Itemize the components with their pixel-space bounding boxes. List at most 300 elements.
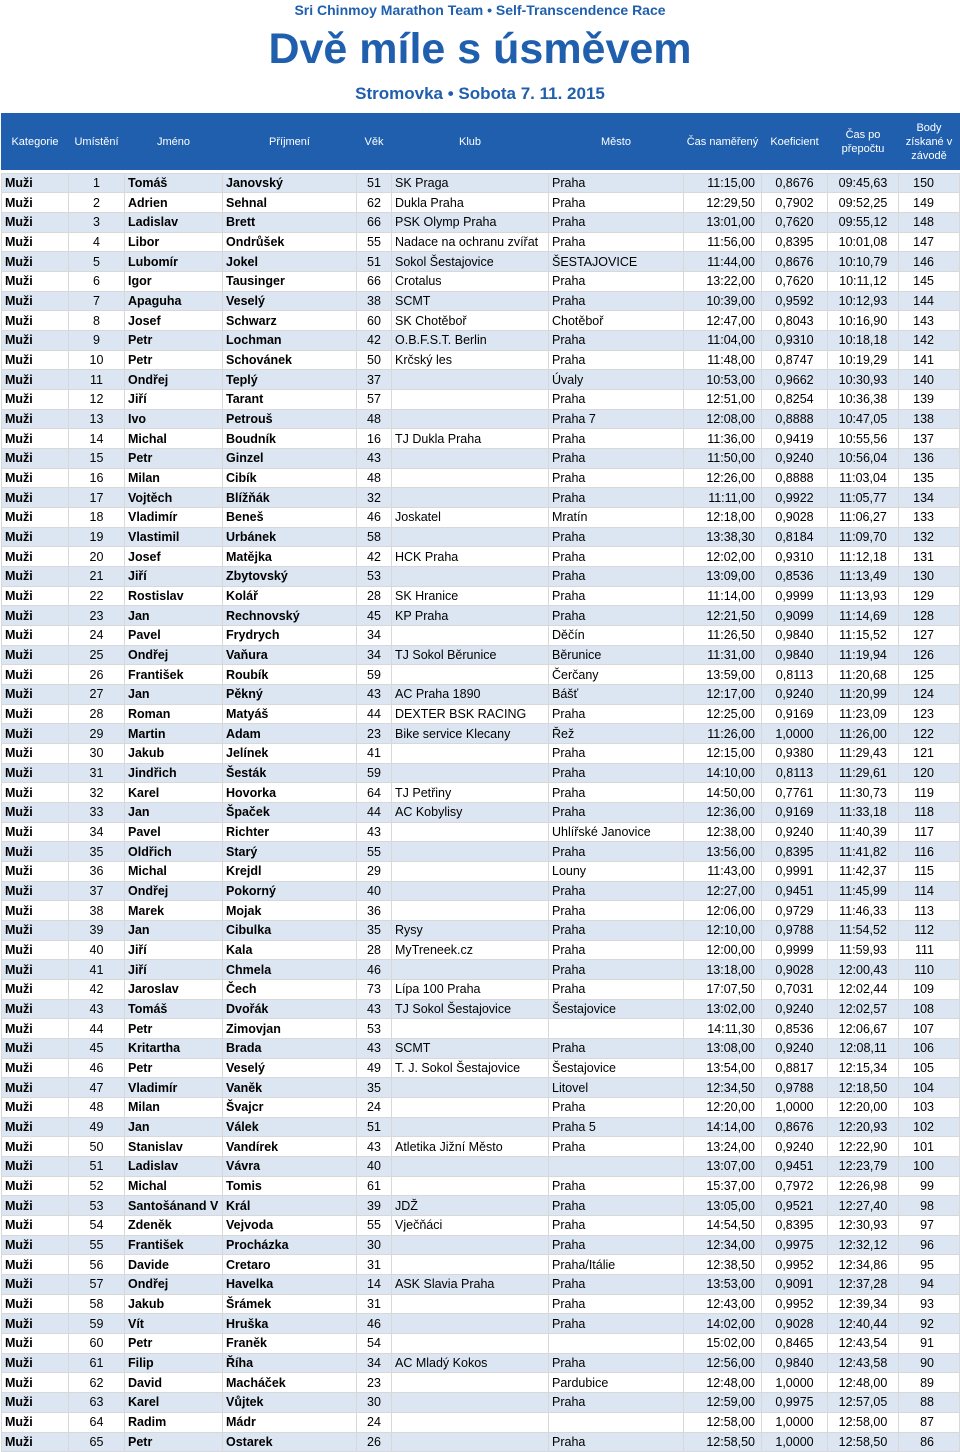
cell-cas-po-prepoctu: 12:22,90 [828, 1137, 899, 1157]
cell-cas-po-prepoctu: 10:10,79 [828, 252, 899, 272]
cell-vek: 46 [357, 1314, 392, 1334]
cell-klub: SCMT [392, 1039, 549, 1059]
cell-kategorie: Muži [2, 862, 69, 882]
cell-cas-po-prepoctu: 12:02,44 [828, 980, 899, 1000]
cell-umisteni: 58 [69, 1294, 125, 1314]
cell-umisteni: 43 [69, 999, 125, 1019]
cell-koeficient: 1,0000 [762, 724, 828, 744]
table-row [2, 724, 960, 744]
cell-umisteni: 42 [69, 980, 125, 1000]
cell-vek: 44 [357, 803, 392, 823]
table-row [2, 1294, 960, 1314]
cell-kategorie: Muži [2, 1058, 69, 1078]
cell-kategorie: Muži [2, 763, 69, 783]
cell-klub: TJ Dukla Praha [392, 429, 549, 449]
cell-cas-namereny: 12:43,00 [684, 1294, 762, 1314]
cell-cas-namereny: 10:39,00 [684, 291, 762, 311]
cell-mesto: Děčín [549, 625, 684, 645]
cell-body: 99 [899, 1176, 960, 1196]
cell-mesto: Praha [549, 783, 684, 803]
cell-jmeno: Zdeněk [125, 1216, 223, 1236]
table-row [2, 409, 960, 429]
cell-cas-namereny: 13:24,00 [684, 1137, 762, 1157]
table-row [2, 389, 960, 409]
cell-body: 111 [899, 940, 960, 960]
cell-klub [392, 763, 549, 783]
cell-body: 130 [899, 566, 960, 586]
cell-kategorie: Muži [2, 724, 69, 744]
cell-prijmeni: Vaněk [223, 1078, 357, 1098]
column-header-jmeno: Jméno [125, 113, 223, 170]
cell-jmeno: Jakub [125, 1294, 223, 1314]
cell-vek: 16 [357, 429, 392, 449]
cell-kategorie: Muži [2, 409, 69, 429]
cell-body: 138 [899, 409, 960, 429]
cell-kategorie: Muži [2, 1353, 69, 1373]
cell-prijmeni: Mádr [223, 1412, 357, 1432]
cell-jmeno: Josef [125, 547, 223, 567]
cell-jmeno: Rostislav [125, 586, 223, 606]
cell-body: 125 [899, 665, 960, 685]
cell-prijmeni: Zbytovský [223, 566, 357, 586]
cell-kategorie: Muži [2, 330, 69, 350]
cell-vek: 57 [357, 389, 392, 409]
cell-umisteni: 37 [69, 881, 125, 901]
cell-prijmeni: Ginzel [223, 448, 357, 468]
cell-koeficient: 1,0000 [762, 1098, 828, 1118]
cell-cas-po-prepoctu: 11:03,04 [828, 468, 899, 488]
cell-jmeno: Petr [125, 1334, 223, 1354]
table-row [2, 1058, 960, 1078]
cell-kategorie: Muži [2, 1039, 69, 1059]
table-row [2, 862, 960, 882]
cell-jmeno: Tomáš [125, 173, 223, 193]
cell-kategorie: Muži [2, 507, 69, 527]
cell-vek: 55 [357, 1216, 392, 1236]
cell-mesto: ŠESTAJOVICE [549, 252, 684, 272]
cell-cas-po-prepoctu: 12:20,93 [828, 1117, 899, 1137]
cell-mesto: Praha [549, 960, 684, 980]
cell-jmeno: Jakub [125, 743, 223, 763]
table-row [2, 1255, 960, 1275]
cell-kategorie: Muži [2, 921, 69, 941]
table-row [2, 291, 960, 311]
table-row [2, 763, 960, 783]
cell-body: 105 [899, 1058, 960, 1078]
cell-jmeno: Vlastimil [125, 527, 223, 547]
cell-cas-namereny: 12:58,50 [684, 1432, 762, 1452]
cell-umisteni: 5 [69, 252, 125, 272]
cell-mesto: Praha [549, 271, 684, 291]
cell-vek: 30 [357, 1235, 392, 1255]
cell-cas-namereny: 12:25,00 [684, 704, 762, 724]
cell-jmeno: Ondřej [125, 645, 223, 665]
cell-mesto: Šestajovice [549, 999, 684, 1019]
cell-kategorie: Muži [2, 1235, 69, 1255]
cell-cas-po-prepoctu: 10:18,18 [828, 330, 899, 350]
cell-mesto: Praha [549, 1039, 684, 1059]
cell-kategorie: Muži [2, 448, 69, 468]
cell-klub [392, 1117, 549, 1137]
cell-jmeno: Josef [125, 311, 223, 331]
cell-prijmeni: Schwarz [223, 311, 357, 331]
cell-koeficient: 0,8817 [762, 1058, 828, 1078]
cell-cas-namereny: 14:02,00 [684, 1314, 762, 1334]
cell-mesto: Praha [549, 1137, 684, 1157]
cell-vek: 24 [357, 1098, 392, 1118]
cell-umisteni: 65 [69, 1432, 125, 1452]
table-row [2, 1235, 960, 1255]
cell-klub [392, 527, 549, 547]
cell-prijmeni: Krejdl [223, 862, 357, 882]
cell-klub: Joskatel [392, 507, 549, 527]
cell-mesto: Louny [549, 862, 684, 882]
table-row [2, 1176, 960, 1196]
cell-jmeno: Milan [125, 468, 223, 488]
cell-klub [392, 1255, 549, 1275]
cell-jmeno: Jan [125, 1117, 223, 1137]
cell-jmeno: Davide [125, 1255, 223, 1275]
cell-kategorie: Muži [2, 1412, 69, 1432]
cell-umisteni: 39 [69, 921, 125, 941]
cell-mesto: Praha [549, 586, 684, 606]
cell-prijmeni: Hovorka [223, 783, 357, 803]
cell-cas-namereny: 12:08,00 [684, 409, 762, 429]
cell-cas-po-prepoctu: 11:40,39 [828, 822, 899, 842]
cell-klub [392, 488, 549, 508]
cell-prijmeni: Macháček [223, 1373, 357, 1393]
cell-jmeno: František [125, 1235, 223, 1255]
cell-mesto: Praha [549, 232, 684, 252]
table-row [2, 232, 960, 252]
cell-koeficient: 1,0000 [762, 1373, 828, 1393]
cell-koeficient: 0,9451 [762, 1157, 828, 1177]
cell-jmeno: Ivo [125, 409, 223, 429]
cell-jmeno: Apaguha [125, 291, 223, 311]
cell-cas-namereny: 12:59,00 [684, 1393, 762, 1413]
cell-kategorie: Muži [2, 1137, 69, 1157]
cell-cas-namereny: 10:53,00 [684, 370, 762, 390]
cell-vek: 43 [357, 1137, 392, 1157]
cell-kategorie: Muži [2, 1157, 69, 1177]
cell-mesto: Praha [549, 606, 684, 626]
cell-body: 141 [899, 350, 960, 370]
cell-mesto: Šestajovice [549, 1058, 684, 1078]
cell-koeficient: 0,9975 [762, 1235, 828, 1255]
cell-umisteni: 52 [69, 1176, 125, 1196]
cell-umisteni: 15 [69, 448, 125, 468]
cell-kategorie: Muži [2, 173, 69, 193]
cell-umisteni: 14 [69, 429, 125, 449]
cell-prijmeni: Matyáš [223, 704, 357, 724]
cell-klub [392, 625, 549, 645]
table-row [2, 881, 960, 901]
cell-koeficient: 0,9788 [762, 1078, 828, 1098]
cell-mesto: Praha [549, 1294, 684, 1314]
cell-kategorie: Muži [2, 350, 69, 370]
cell-kategorie: Muži [2, 881, 69, 901]
cell-vek: 23 [357, 724, 392, 744]
cell-body: 87 [899, 1412, 960, 1432]
cell-koeficient: 0,7972 [762, 1176, 828, 1196]
cell-koeficient: 0,8395 [762, 842, 828, 862]
cell-body: 117 [899, 822, 960, 842]
cell-cas-po-prepoctu: 12:40,44 [828, 1314, 899, 1334]
cell-cas-namereny: 13:59,00 [684, 665, 762, 685]
cell-kategorie: Muži [2, 586, 69, 606]
cell-mesto: Praha [549, 291, 684, 311]
cell-prijmeni: Král [223, 1196, 357, 1216]
cell-body: 150 [899, 173, 960, 193]
cell-prijmeni: Zimovjan [223, 1019, 357, 1039]
cell-body: 101 [899, 1137, 960, 1157]
cell-body: 120 [899, 763, 960, 783]
cell-klub: DEXTER BSK RACING [392, 704, 549, 724]
cell-kategorie: Muži [2, 980, 69, 1000]
cell-prijmeni: Veselý [223, 291, 357, 311]
cell-umisteni: 53 [69, 1196, 125, 1216]
cell-mesto: Praha [549, 1314, 684, 1334]
cell-kategorie: Muži [2, 193, 69, 213]
cell-koeficient: 1,0000 [762, 1432, 828, 1452]
cell-kategorie: Muži [2, 1078, 69, 1098]
cell-koeficient: 0,8113 [762, 763, 828, 783]
cell-mesto: Pardubice [549, 1373, 684, 1393]
cell-body: 118 [899, 803, 960, 823]
table-row [2, 212, 960, 232]
cell-koeficient: 0,9169 [762, 803, 828, 823]
cell-koeficient: 0,9169 [762, 704, 828, 724]
cell-cas-namereny: 12:27,00 [684, 881, 762, 901]
cell-vek: 40 [357, 1157, 392, 1177]
cell-prijmeni: Vaňura [223, 645, 357, 665]
cell-mesto: Praha [549, 468, 684, 488]
cell-klub: Bike service Klecany [392, 724, 549, 744]
column-header-umisteni: Umístění [69, 113, 125, 170]
cell-prijmeni: Válek [223, 1117, 357, 1137]
cell-body: 140 [899, 370, 960, 390]
cell-cas-po-prepoctu: 12:43,58 [828, 1353, 899, 1373]
cell-prijmeni: Ostarek [223, 1432, 357, 1452]
cell-klub [392, 1078, 549, 1098]
cell-kategorie: Muži [2, 1176, 69, 1196]
cell-koeficient: 0,8888 [762, 409, 828, 429]
cell-umisteni: 7 [69, 291, 125, 311]
cell-mesto: Praha [549, 566, 684, 586]
cell-koeficient: 0,7902 [762, 193, 828, 213]
cell-prijmeni: Sehnal [223, 193, 357, 213]
cell-umisteni: 57 [69, 1275, 125, 1295]
cell-umisteni: 38 [69, 901, 125, 921]
cell-vek: 58 [357, 527, 392, 547]
cell-kategorie: Muži [2, 468, 69, 488]
cell-klub: AC Praha 1890 [392, 684, 549, 704]
cell-body: 108 [899, 999, 960, 1019]
cell-cas-po-prepoctu: 12:18,50 [828, 1078, 899, 1098]
cell-body: 126 [899, 645, 960, 665]
cell-kategorie: Muži [2, 1196, 69, 1216]
cell-koeficient: 0,8747 [762, 350, 828, 370]
cell-prijmeni: Vandírek [223, 1137, 357, 1157]
cell-mesto: Praha [549, 763, 684, 783]
cell-vek: 44 [357, 704, 392, 724]
cell-koeficient: 0,9975 [762, 1393, 828, 1413]
cell-prijmeni: Beneš [223, 507, 357, 527]
cell-cas-namereny: 13:38,30 [684, 527, 762, 547]
cell-klub: Crotalus [392, 271, 549, 291]
cell-body: 90 [899, 1353, 960, 1373]
cell-cas-po-prepoctu: 11:45,99 [828, 881, 899, 901]
cell-mesto: Praha [549, 1353, 684, 1373]
cell-koeficient: 0,9240 [762, 1137, 828, 1157]
cell-koeficient: 0,8676 [762, 173, 828, 193]
cell-vek: 14 [357, 1275, 392, 1295]
cell-cas-namereny: 12:18,00 [684, 507, 762, 527]
cell-prijmeni: Cretaro [223, 1255, 357, 1275]
cell-koeficient: 0,9028 [762, 1314, 828, 1334]
table-row [2, 507, 960, 527]
cell-jmeno: Santošánand V [125, 1196, 223, 1216]
cell-koeficient: 0,9952 [762, 1255, 828, 1275]
cell-klub [392, 566, 549, 586]
cell-cas-po-prepoctu: 12:37,28 [828, 1275, 899, 1295]
cell-koeficient: 0,9729 [762, 901, 828, 921]
cell-vek: 43 [357, 999, 392, 1019]
cell-klub [392, 1019, 549, 1039]
cell-mesto: Praha [549, 921, 684, 941]
cell-vek: 46 [357, 507, 392, 527]
cell-prijmeni: Brett [223, 212, 357, 232]
column-header-mesto: Město [549, 113, 684, 170]
table-row [2, 1117, 960, 1137]
cell-body: 145 [899, 271, 960, 291]
cell-kategorie: Muži [2, 527, 69, 547]
cell-koeficient: 0,9521 [762, 1196, 828, 1216]
cell-koeficient: 0,9091 [762, 1275, 828, 1295]
cell-prijmeni: Tarant [223, 389, 357, 409]
cell-body: 134 [899, 488, 960, 508]
cell-kategorie: Muži [2, 271, 69, 291]
cell-jmeno: Jiří [125, 566, 223, 586]
table-row [2, 1078, 960, 1098]
cell-cas-po-prepoctu: 12:08,11 [828, 1039, 899, 1059]
cell-cas-namereny: 12:02,00 [684, 547, 762, 567]
cell-prijmeni: Veselý [223, 1058, 357, 1078]
cell-cas-po-prepoctu: 10:11,12 [828, 271, 899, 291]
table-row [2, 547, 960, 567]
cell-prijmeni: Jokel [223, 252, 357, 272]
table-row [2, 1373, 960, 1393]
cell-cas-namereny: 13:53,00 [684, 1275, 762, 1295]
table-row [2, 684, 960, 704]
cell-jmeno: Ondřej [125, 1275, 223, 1295]
cell-umisteni: 6 [69, 271, 125, 291]
cell-kategorie: Muži [2, 803, 69, 823]
cell-cas-po-prepoctu: 12:32,12 [828, 1235, 899, 1255]
cell-cas-namereny: 12:38,00 [684, 822, 762, 842]
cell-jmeno: Vladimír [125, 507, 223, 527]
cell-umisteni: 18 [69, 507, 125, 527]
cell-klub [392, 1393, 549, 1413]
cell-vek: 54 [357, 1334, 392, 1354]
cell-koeficient: 0,9999 [762, 940, 828, 960]
cell-jmeno: Radim [125, 1412, 223, 1432]
cell-klub: Nadace na ochranu zvířat [392, 232, 549, 252]
cell-cas-po-prepoctu: 10:47,05 [828, 409, 899, 429]
cell-cas-po-prepoctu: 10:30,93 [828, 370, 899, 390]
cell-cas-namereny: 11:31,00 [684, 645, 762, 665]
cell-cas-po-prepoctu: 11:42,37 [828, 862, 899, 882]
cell-mesto: Praha 5 [549, 1117, 684, 1137]
cell-klub [392, 822, 549, 842]
cell-mesto: Praha [549, 488, 684, 508]
cell-klub [392, 881, 549, 901]
cell-jmeno: Petr [125, 330, 223, 350]
cell-body: 142 [899, 330, 960, 350]
table-row [2, 350, 960, 370]
table-row [2, 370, 960, 390]
cell-kategorie: Muži [2, 311, 69, 331]
table-row [2, 566, 960, 586]
cell-cas-namereny: 11:26,50 [684, 625, 762, 645]
cell-prijmeni: Urbánek [223, 527, 357, 547]
cell-cas-po-prepoctu: 12:27,40 [828, 1196, 899, 1216]
cell-cas-po-prepoctu: 11:46,33 [828, 901, 899, 921]
cell-umisteni: 54 [69, 1216, 125, 1236]
cell-mesto: Praha [549, 1432, 684, 1452]
cell-cas-po-prepoctu: 11:13,49 [828, 566, 899, 586]
cell-body: 115 [899, 862, 960, 882]
cell-vek: 61 [357, 1176, 392, 1196]
cell-cas-namereny: 12:38,50 [684, 1255, 762, 1275]
cell-jmeno: Ondřej [125, 370, 223, 390]
cell-body: 109 [899, 980, 960, 1000]
cell-jmeno: Michal [125, 1176, 223, 1196]
cell-umisteni: 16 [69, 468, 125, 488]
cell-cas-namereny: 11:48,00 [684, 350, 762, 370]
cell-vek: 48 [357, 468, 392, 488]
cell-prijmeni: Pěkný [223, 684, 357, 704]
cell-umisteni: 10 [69, 350, 125, 370]
cell-body: 143 [899, 311, 960, 331]
cell-mesto: Litovel [549, 1078, 684, 1098]
cell-klub: SK Hranice [392, 586, 549, 606]
cell-body: 128 [899, 606, 960, 626]
cell-jmeno: David [125, 1373, 223, 1393]
cell-cas-po-prepoctu: 10:19,29 [828, 350, 899, 370]
cell-vek: 51 [357, 173, 392, 193]
cell-cas-po-prepoctu: 11:29,61 [828, 763, 899, 783]
cell-kategorie: Muži [2, 665, 69, 685]
cell-cas-po-prepoctu: 11:20,99 [828, 684, 899, 704]
cell-klub: Krčský les [392, 350, 549, 370]
cell-cas-po-prepoctu: 09:52,25 [828, 193, 899, 213]
cell-cas-namereny: 11:04,00 [684, 330, 762, 350]
cell-umisteni: 63 [69, 1393, 125, 1413]
cell-klub: KP Praha [392, 606, 549, 626]
cell-klub [392, 1412, 549, 1432]
cell-body: 86 [899, 1432, 960, 1452]
cell-cas-po-prepoctu: 09:55,12 [828, 212, 899, 232]
cell-cas-po-prepoctu: 11:59,93 [828, 940, 899, 960]
cell-klub [392, 842, 549, 862]
cell-body: 96 [899, 1235, 960, 1255]
cell-kategorie: Muži [2, 743, 69, 763]
column-header-prijmeni: Příjmení [223, 113, 357, 170]
cell-body: 89 [899, 1373, 960, 1393]
cell-kategorie: Muži [2, 389, 69, 409]
cell-body: 107 [899, 1019, 960, 1039]
